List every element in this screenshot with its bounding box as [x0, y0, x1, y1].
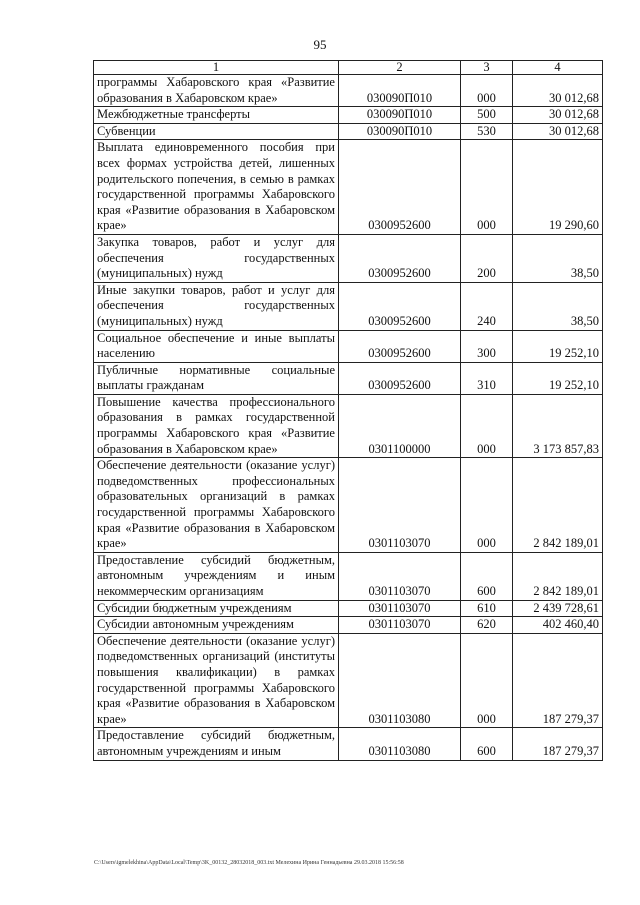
table-header-row: [94, 61, 603, 75]
row-target-code: 030090П010: [339, 107, 461, 124]
row-description: Выплата единовременного пособия при всех формах устройства детей, лишенных родительского попечения, в семью в рамках государственной программы Хабаровского края «Развитие образования в Хабаровском крае»: [94, 140, 339, 235]
row-expense-type: 000: [461, 75, 513, 107]
row-target-code: 0300952600: [339, 362, 461, 394]
row-amount: 19 252,10: [513, 330, 603, 362]
header-col-2: 2: [339, 61, 461, 75]
budget-table: [93, 60, 603, 761]
row-description: Иные закупки товаров, работ и услуг для обеспечения государственных (муниципальных) нужд: [94, 282, 339, 330]
row-target-code: 0301100000: [339, 394, 461, 457]
row-amount: 38,50: [513, 234, 603, 282]
table-row: [94, 552, 603, 600]
row-amount: 30 012,68: [513, 123, 603, 140]
table-row: [94, 362, 603, 394]
row-target-code: 0300952600: [339, 282, 461, 330]
row-target-code: 030090П010: [339, 123, 461, 140]
row-expense-type: 610: [461, 600, 513, 617]
row-expense-type: 000: [461, 458, 513, 553]
table-row: [94, 728, 603, 760]
row-target-code: 0301103070: [339, 617, 461, 634]
row-description: Субсидии бюджетным учреждениям: [94, 600, 339, 617]
row-description: Предоставление субсидий бюджетным, автономным учреждениям и иным: [94, 728, 339, 760]
header-col-4: 4: [513, 61, 603, 75]
row-description: Обеспечение деятельности (оказание услуг) подведомственных организаций (институты повышения квалификации) в рамках государственной программы Хабаровского края «Развитие образования в Хабаровском крае»: [94, 633, 339, 728]
row-target-code: 0301103080: [339, 728, 461, 760]
row-description: Межбюджетные трансферты: [94, 107, 339, 124]
row-target-code: 0300952600: [339, 140, 461, 235]
row-description: Закупка товаров, работ и услуг для обеспечения государственных (муниципальных) нужд: [94, 234, 339, 282]
table-row: [94, 282, 603, 330]
row-expense-type: 530: [461, 123, 513, 140]
table-row: [94, 330, 603, 362]
row-description: Публичные нормативные социальные выплаты гражданам: [94, 362, 339, 394]
row-target-code: 0301103070: [339, 552, 461, 600]
row-amount: 38,50: [513, 282, 603, 330]
row-expense-type: 000: [461, 633, 513, 728]
row-expense-type: 000: [461, 140, 513, 235]
table-row: [94, 140, 603, 235]
row-description: Субвенции: [94, 123, 339, 140]
header-col-1: 1: [94, 61, 339, 75]
row-description: Повышение качества профессионального образования в рамках государственной программы Хабаровского края «Развитие образования в Хабаровском крае»: [94, 394, 339, 457]
row-expense-type: 310: [461, 362, 513, 394]
table-row: [94, 394, 603, 457]
row-expense-type: 620: [461, 617, 513, 634]
row-expense-type: 600: [461, 552, 513, 600]
row-target-code: 0301103070: [339, 458, 461, 553]
row-amount: 2 842 189,01: [513, 552, 603, 600]
row-target-code: 0300952600: [339, 234, 461, 282]
table-row: [94, 458, 603, 553]
row-amount: 19 252,10: [513, 362, 603, 394]
row-description: Обеспечение деятельности (оказание услуг) подведомственных профессиональных образовательных организаций в рамках государственной программы Хабаровского края «Развитие образования в Хабаровском крае»: [94, 458, 339, 553]
row-amount: 2 439 728,61: [513, 600, 603, 617]
row-expense-type: 500: [461, 107, 513, 124]
row-amount: 3 173 857,83: [513, 394, 603, 457]
row-target-code: 030090П010: [339, 75, 461, 107]
row-description: Субсидии автономным учреждениям: [94, 617, 339, 634]
footer-file-path: C:\Users\igmelekhina\AppData\Local\Temp\3K_00132_28032018_003.txt Мелехина Ирина Геннадьевна 29.03.2018 15:56:58: [94, 860, 404, 866]
table-row: [94, 600, 603, 617]
row-description: программы Хабаровского края «Развитие образования в Хабаровском крае»: [94, 75, 339, 107]
page-number: 95: [313, 37, 327, 52]
row-expense-type: 600: [461, 728, 513, 760]
table-row: [94, 234, 603, 282]
row-amount: 2 842 189,01: [513, 458, 603, 553]
row-amount: 402 460,40: [513, 617, 603, 634]
table-row: [94, 633, 603, 728]
row-amount: 19 290,60: [513, 140, 603, 235]
row-expense-type: 300: [461, 330, 513, 362]
table-row: [94, 617, 603, 634]
row-expense-type: 200: [461, 234, 513, 282]
row-target-code: 0300952600: [339, 330, 461, 362]
row-expense-type: 240: [461, 282, 513, 330]
row-target-code: 0301103080: [339, 633, 461, 728]
row-expense-type: 000: [461, 394, 513, 457]
table-row: [94, 75, 603, 107]
header-col-3: 3: [461, 61, 513, 75]
row-amount: 187 279,37: [513, 633, 603, 728]
table-row: [94, 107, 603, 124]
row-amount: 30 012,68: [513, 107, 603, 124]
row-amount: 187 279,37: [513, 728, 603, 760]
row-description: Социальное обеспечение и иные выплаты населению: [94, 330, 339, 362]
row-target-code: 0301103070: [339, 600, 461, 617]
row-description: Предоставление субсидий бюджетным, автономным учреждениям и иным некоммерческим организациям: [94, 552, 339, 600]
row-amount: 30 012,68: [513, 75, 603, 107]
table-row: [94, 123, 603, 140]
